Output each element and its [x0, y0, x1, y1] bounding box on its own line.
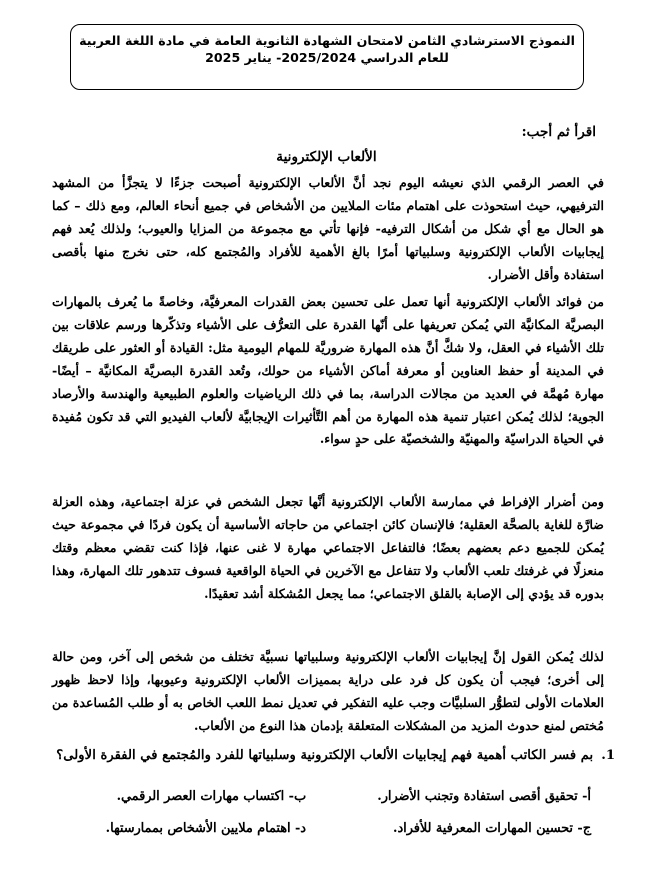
reading-instruction: اقرأ ثم أجب:: [521, 124, 596, 140]
answer-option-c[interactable]: ج- تحسين المهارات المعرفية للأفراد.: [392, 821, 591, 836]
passage-paragraph-3: ومن أضرار الإفراط في ممارسة الألعاب الإلكترونية أنَّها تجعل الشخص في عزلة اجتماعية، وهذه العزلة ضارَّة للغاية بالصحَّة العقلية؛ فالإنسان كائن اجتماعي من حاجاته الأساسية أن يكون فردًا في مجموعة حيث يُمكن للجميع دعم بعضهم بعضًا؛ فالتفاعل الاجتماعي مهارة لا غنى عنها، فإذا كنت تقضي معظم وقتك منعزلًا في غرفتك تلعب الألعاب ولا تتفاعل مع الآخرين في الحياة الواقعية فسوف تتدهور تلك المهارة، وهذا بدوره قد يؤدي إلى الإصابة بالقلق الاجتماعي؛ مما يجعل المُشكلة أشد تعقيدًا.: [52, 494, 604, 601]
question-1: [56, 748, 615, 763]
question-number: 1.: [601, 748, 615, 763]
passage-paragraph-1: في العصر الرقمي الذي نعيشه اليوم نجد أنَّ الألعاب الإلكترونية أصبحت جزءًا لا يتجزَّأ من المشهد الترفيهي، حيث استحوذت على اهتمام مئات الملايين من الأشخاص في جميع أنحاء العالم، ومع ذلك – كما هو الحال مع أي شكل من أشكال الترفيه- فإنها تأتي مع مجموعة من المزايا والعيوب؛ ولذلك يُعد فهم إيجابيات الألعاب الإلكترونية وسلبياتها أمرًا بالغ الأهمية للأفراد والمُجتمع كله، حتى نخرج منها بأقصى استفادة وأقل الأضرار.: [52, 175, 604, 282]
answer-option-d[interactable]: د- اهتمام ملايين الأشخاص بممارستها.: [105, 821, 306, 836]
passage-paragraph-2: من فوائد الألعاب الإلكترونية أنها تعمل على تحسين بعض القدرات المعرفيَّة، وخاصةً ما يُعرف بالمهارات البصريَّة المكانيَّة التي يُمكن تعريفها على أنّها القدرة على التعرُّف على الأشياء وتذكّرها ورسم علاقات بين تلك الأشياء في العقل، ولا شكَّ أنَّ هذه المهارة ضروريَّة للمهام اليومية مثل: القيادة أو العثور على طريقك في المدينة أو حفظ العناوين أو معرفة أماكن الأشياء من حولك، وتُعد القدرة البصريَّة المكانيَّة – أيضًا- مهارة مُهمَّة في العديد من مجالات الدراسة، بما في ذلك الرياضيات والعلوم الطبيعية والهندسة والأرصاد الجوية؛ لذلك يُمكن اعتبار تنمية هذه المهارة من أهم التَّأثيرات الإيجابيَّة لألعاب الفيديو التي قد تكون مُفيدة في الحياة الدراسيّة والمهنيّة والشخصيّة على حدٍ سواء.: [52, 294, 604, 447]
passage-paragraph-4: لذلك يُمكن القول إنَّ إيجابيات الألعاب الإلكترونية وسلبياتها نسبيَّة تختلف من شخص إلى آخر، ومن حالة إلى أخرى؛ فيجب أن يكون كل فرد على دراية بمميزات الألعاب الإلكترونية وعيوبها، وإذا لاحظ ظهور العلامات الأولى لتطوُّر السلبيَّات وجب عليه التفكير في تعديل نمط اللعب الخاص به أو طلب المُساعدة من مُختص لمنع حدوث المزيد من المشكلات المتعلقة بإدمان هذا النوع من الألعاب.: [52, 649, 604, 733]
answer-option-a[interactable]: أ- تحقيق أقصى استفادة وتجنب الأضرار.: [377, 789, 591, 804]
question-text: بم فسر الكاتب أهمية فهم إيجابيات الألعاب الإلكترونية وسلبياتها للفرد والمُجتمع في الفقرة الأولى؟: [56, 748, 594, 763]
exam-header-box: [70, 24, 584, 90]
exam-header-line-1: النموذج الاسترشادي الثامن لامتحان الشهادة الثانوية العامة في مادة اللغة العربية: [79, 33, 575, 48]
passage-title: الألعاب الإلكترونية: [276, 149, 377, 165]
answer-option-b[interactable]: ب- اكتساب مهارات العصر الرقمي.: [116, 789, 306, 804]
exam-header-line-2: للعام الدراسي 2025/2024- يناير 2025: [205, 49, 449, 65]
